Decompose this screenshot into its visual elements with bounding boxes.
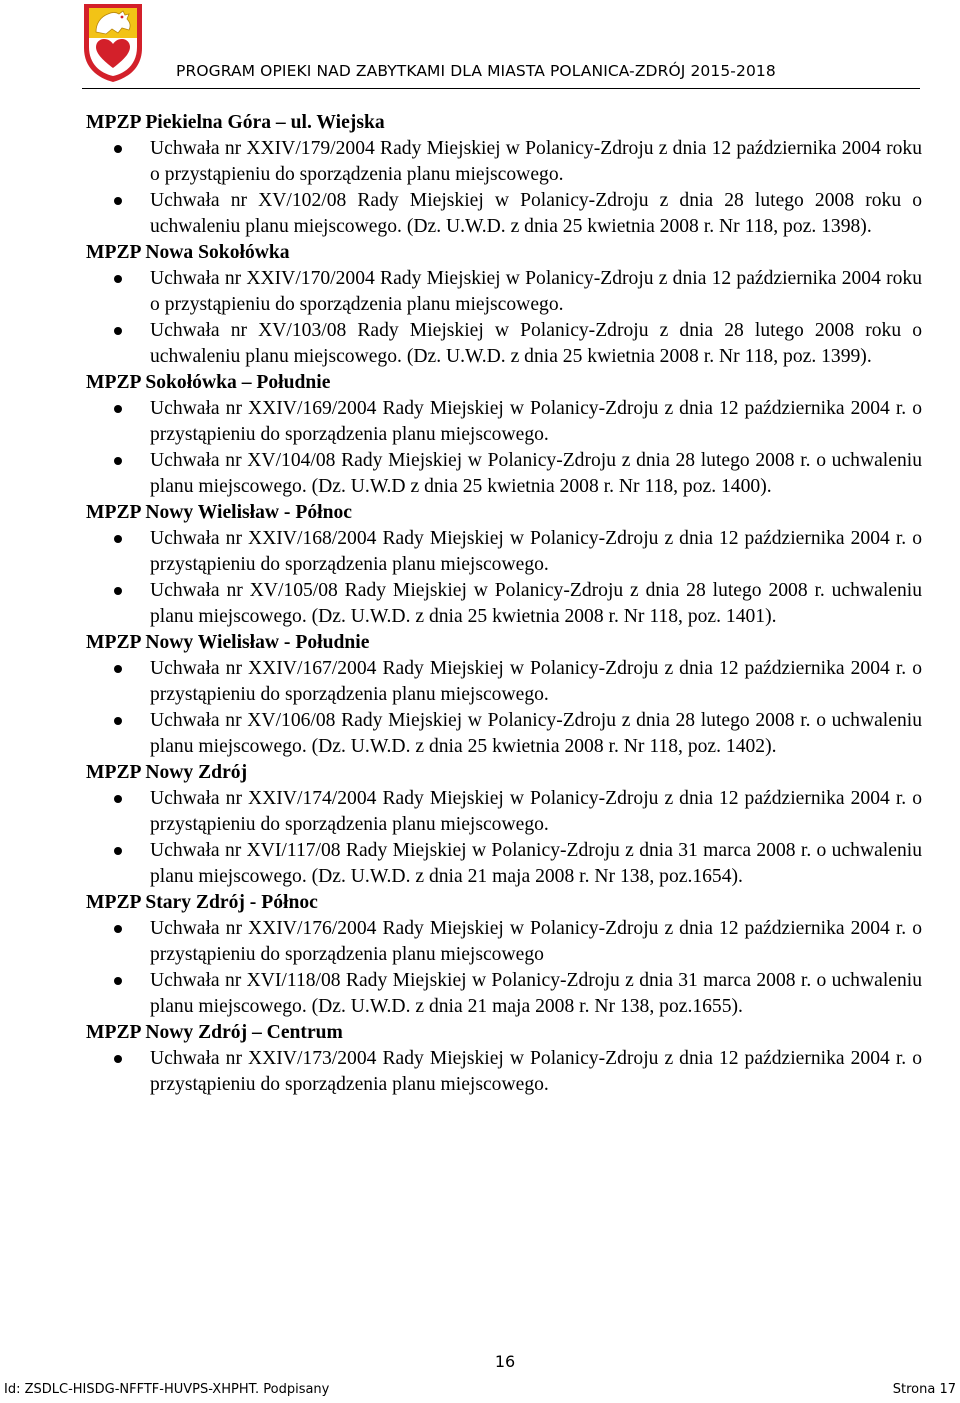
section-title: MPZP Nowy Wielisław - Północ bbox=[86, 502, 352, 523]
list-item-text: Uchwała nr XXIV/169/2004 Rady Miejskiej w Polanicy-Zdroju z dnia 12 października 2004 r. o przystąpieniu do sporządzenia planu miejscowego. bbox=[150, 398, 922, 445]
list-item bbox=[86, 188, 922, 240]
bullet-icon bbox=[114, 197, 122, 205]
list-item bbox=[86, 1046, 922, 1098]
list-item-text: Uchwała nr XV/104/08 Rady Miejskiej w Polanicy-Zdroju z dnia 28 lutego 2008 r. o uchwaleniu planu miejscowego. (Dz. U.W.D z dnia 25 kwietnia 2008 r. Nr 118, poz. 1400). bbox=[150, 450, 922, 497]
page-number: 16 bbox=[494, 1352, 516, 1371]
list-item bbox=[86, 318, 922, 370]
list-item-text: Uchwała nr XXIV/174/2004 Rady Miejskiej w Polanicy-Zdroju z dnia 12 października 2004 r. o przystąpieniu do sporządzenia planu miejscowego. bbox=[150, 788, 922, 835]
bullet-icon bbox=[114, 795, 122, 803]
section-nowy-zdroj bbox=[86, 760, 922, 890]
list-item-text: Uchwała nr XV/105/08 Rady Miejskiej w Polanicy-Zdroju z dnia 28 lutego 2008 r. uchwaleniu planu miejscowego. (Dz. U.W.D. z dnia 25 kwietnia 2008 r. Nr 118, poz. 1401). bbox=[150, 580, 922, 627]
list-item-text: Uchwała nr XXIV/170/2004 Rady Miejskiej w Polanicy-Zdroju z dnia 12 października 2004 roku o przystąpieniu do sporządzenia planu miejscowego. bbox=[150, 268, 922, 315]
list-item-text: Uchwała nr XV/103/08 Rady Miejskiej w Polanicy-Zdroju z dnia 28 lutego 2008 roku o uchwaleniu planu miejscowego. (Dz. U.W.D. z dnia 25 kwietnia 2008 r. Nr 118, poz. 1399). bbox=[150, 320, 922, 367]
bullet-icon bbox=[114, 1055, 122, 1063]
section-title: MPZP Sokołówka – Południe bbox=[86, 372, 331, 393]
list-item-text: Uchwała nr XXIV/173/2004 Rady Miejskiej w Polanicy-Zdroju z dnia 12 października 2004 r. o przystąpieniu do sporządzenia planu miejscowego. bbox=[150, 1048, 922, 1095]
section-title: MPZP Stary Zdrój - Północ bbox=[86, 892, 318, 913]
list-item bbox=[86, 786, 922, 838]
list-item bbox=[86, 266, 922, 318]
section-title: MPZP Nowy Zdrój bbox=[86, 762, 248, 783]
list-item bbox=[86, 968, 922, 1020]
list-item bbox=[86, 396, 922, 448]
bullet-icon bbox=[114, 977, 122, 985]
list-item bbox=[86, 916, 922, 968]
bullet-icon bbox=[114, 587, 122, 595]
section-title: MPZP Nowy Zdrój – Centrum bbox=[86, 1022, 343, 1043]
list-item bbox=[86, 656, 922, 708]
bullet-icon bbox=[114, 145, 122, 153]
list-item-text: Uchwała nr XVI/117/08 Rady Miejskiej w Polanicy-Zdroju z dnia 31 marca 2008 r. o uchwaleniu planu miejscowego. (Dz. U.W.D. z dnia 21 maja 2008 r. Nr 138, poz.1654). bbox=[150, 840, 922, 887]
document-content bbox=[86, 110, 922, 1098]
section-title: MPZP Nowy Wielisław - Południe bbox=[86, 632, 370, 653]
section-nowa-sokolowka bbox=[86, 240, 922, 370]
bullet-icon bbox=[114, 535, 122, 543]
bullet-icon bbox=[114, 925, 122, 933]
list-item-text: Uchwała nr XXIV/179/2004 Rady Miejskiej w Polanicy-Zdroju z dnia 12 października 2004 roku o przystąpieniu do sporządzenia planu miejscowego. bbox=[150, 138, 922, 185]
bullet-icon bbox=[114, 457, 122, 465]
list-item-text: Uchwała nr XV/106/08 Rady Miejskiej w Polanicy-Zdroju z dnia 28 lutego 2008 r. o uchwaleniu planu miejscowego. (Dz. U.W.D. z dnia 25 kwietnia 2008 r. Nr 118, poz. 1402). bbox=[150, 710, 922, 757]
bullet-icon bbox=[114, 717, 122, 725]
list-item bbox=[86, 708, 922, 760]
list-item bbox=[86, 526, 922, 578]
section-nowy-wielislaw-poludnie bbox=[86, 630, 922, 760]
section-title: MPZP Nowa Sokołówka bbox=[86, 242, 290, 263]
list-item bbox=[86, 136, 922, 188]
section-piekielna-gora bbox=[86, 110, 922, 240]
bullet-icon bbox=[114, 665, 122, 673]
list-item bbox=[86, 838, 922, 890]
list-item-text: Uchwała nr XXIV/167/2004 Rady Miejskiej w Polanicy-Zdroju z dnia 12 października 2004 r. o przystąpieniu do sporządzenia planu miejscowego. bbox=[150, 658, 922, 705]
list-item bbox=[86, 578, 922, 630]
section-stary-zdroj-polnoc bbox=[86, 890, 922, 1020]
section-sokolowka-poludnie bbox=[86, 370, 922, 500]
page-header bbox=[0, 0, 960, 98]
document-id: Id: ZSDLC-HISDG-NFFTF-HUVPS-XHPHT. Podpisany bbox=[4, 1382, 330, 1397]
page-label: Strona 17 bbox=[892, 1382, 956, 1397]
bullet-icon bbox=[114, 327, 122, 335]
section-nowy-wielislaw-polnoc bbox=[86, 500, 922, 630]
list-item bbox=[86, 448, 922, 500]
section-nowy-zdroj-centrum bbox=[86, 1020, 922, 1098]
coat-of-arms-icon bbox=[82, 2, 144, 84]
bullet-icon bbox=[114, 847, 122, 855]
list-item-text: Uchwała nr XV/102/08 Rady Miejskiej w Polanicy-Zdroju z dnia 28 lutego 2008 roku o uchwaleniu planu miejscowego. (Dz. U.W.D. z dnia 25 kwietnia 2008 r. Nr 118, poz. 1398). bbox=[150, 190, 922, 237]
section-title: MPZP Piekielna Góra – ul. Wiejska bbox=[86, 112, 385, 133]
list-item-text: Uchwała nr XXIV/176/2004 Rady Miejskiej w Polanicy-Zdroju z dnia 12 października 2004 r. o przystąpieniu do sporządzenia planu miejscowego bbox=[150, 918, 922, 965]
list-item-text: Uchwała nr XVI/118/08 Rady Miejskiej w Polanicy-Zdroju z dnia 31 marca 2008 r. o uchwaleniu planu miejscowego. (Dz. U.W.D. z dnia 21 maja 2008 r. Nr 138, poz.1655). bbox=[150, 970, 922, 1017]
bullet-icon bbox=[114, 405, 122, 413]
bullet-icon bbox=[114, 275, 122, 283]
header-title: PROGRAM OPIEKI NAD ZABYTKAMI DLA MIASTA POLANICA-ZDRÓJ 2015-2018 bbox=[176, 62, 776, 80]
list-item-text: Uchwała nr XXIV/168/2004 Rady Miejskiej w Polanicy-Zdroju z dnia 12 października 2004 r. o przystąpieniu do sporządzenia planu miejscowego. bbox=[150, 528, 922, 575]
header-divider bbox=[82, 88, 920, 89]
